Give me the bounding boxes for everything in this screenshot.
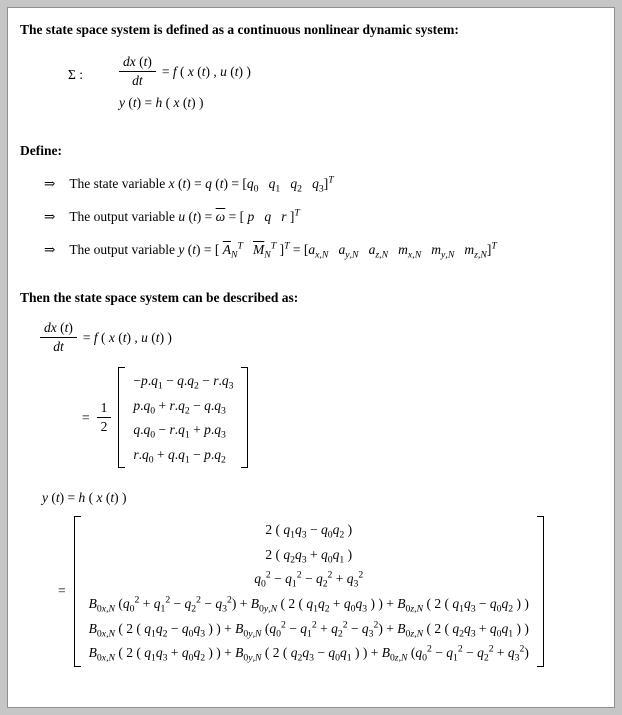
define-item-text: The output variable y (t) = [ $\overline{A}_N^T$ $\overline{M}_N^T$ ]$^T = [a_{x,N}$ $a_{y,N}$ $a_{z,N}$ $m_{x,N}$ $m_{y,N}$ $m_{z,N}]^T$ bbox=[69, 240, 497, 261]
document-page bbox=[7, 7, 615, 708]
matrix-row: $q.q_0 - r.q_1 + p.q_3$ bbox=[133, 422, 226, 441]
fraction-numerator: dx (t) bbox=[119, 54, 156, 72]
left-bracket bbox=[74, 516, 81, 666]
fraction-denominator: 2 bbox=[100, 419, 108, 435]
then-heading: Then the state space system can be described as: bbox=[20, 290, 299, 305]
matrix-row: $q_0^2 - q_1^2 - q_2^2 + q_3^2$ bbox=[254, 569, 364, 591]
matrix-body bbox=[81, 516, 537, 666]
define-item-output-variable bbox=[44, 240, 602, 261]
fraction-denominator: dt bbox=[132, 73, 143, 88]
matrix-row: $-p.q_1 - q.q_2 - r.q_3$ bbox=[133, 373, 234, 392]
define-heading: Define: bbox=[20, 143, 62, 158]
state-vector-matrix bbox=[118, 367, 248, 468]
state-space-system-definition bbox=[68, 54, 602, 111]
matrix-row: $r.q_0 + q.q_1 - p.q_2$ bbox=[133, 446, 226, 466]
right-bracket bbox=[241, 367, 248, 468]
dxdt-fraction bbox=[40, 320, 77, 355]
sigma-label: Σ : bbox=[68, 67, 83, 82]
matrix-row: $p.q_0 + r.q_2 - q.q_3$ bbox=[133, 397, 226, 417]
state-equation-rhs: = f ( x (t) , u (t) ) bbox=[161, 63, 251, 79]
matrix-body bbox=[125, 367, 241, 468]
right-bracket bbox=[537, 516, 544, 666]
state-matrix-equation bbox=[82, 367, 602, 468]
fraction-denominator: dt bbox=[53, 339, 64, 354]
system-equations bbox=[119, 54, 251, 111]
matrix-row: 2 ( $q_2q_3 + q_0q_1$ ) bbox=[265, 546, 353, 566]
matrix-row: $B_{0x,N}$ $(q_0^2 + q_1^2 - q_2^2 - q_3^2) + B_{0y,N}$ ( 2 ( $q_1q_2 + q_0q_3$ ) ) + $B_{0z,N}$ ( 2 ( $q_1q_3 - q_0q_2$ ) ) bbox=[88, 594, 529, 615]
dxdt-fraction bbox=[119, 54, 156, 89]
implies-arrow-icon: ⇒ bbox=[44, 176, 56, 191]
left-bracket bbox=[118, 367, 125, 468]
define-item-text: The output variable u $(t) = \overline{\omega}$ = [ p q r ]$^T$ bbox=[69, 207, 300, 224]
state-equation-restate bbox=[40, 320, 602, 355]
matrix-row: 2 ( $q_1q_3 - q_0q_2$ ) bbox=[265, 522, 353, 541]
output-equation-restate: y (t) = h ( x (t) ) bbox=[42, 490, 127, 506]
matrix-row: $B_{0x,N}$ ( 2 ( $q_1q_3 + q_0q_2$ ) ) + $B_{0y,N}$ ( 2 ( $q_2q_3 - q_0q_1$ ) ) + $B_{0z,N}$ $(q_0^2 - q_1^2 - q_2^2 + q_3^2)$ bbox=[88, 643, 529, 664]
fraction-numerator: 1 bbox=[97, 400, 112, 418]
state-equation-rhs: = f ( x (t) , u (t) ) bbox=[82, 329, 172, 345]
define-item-text: The state variable x (t) = q $(t) = [q_0$ $q_1$ $q_2$ $q_3]^T$ bbox=[69, 174, 334, 195]
equals-sign: = bbox=[82, 409, 90, 425]
output-vector-matrix bbox=[74, 516, 544, 666]
equals-sign: = bbox=[58, 583, 66, 599]
output-equation: y (t) = h ( x (t) ) bbox=[118, 95, 204, 110]
matrix-row: $B_{0x,N}$ ( 2 ( $q_1q_2 - q_0q_3$ ) ) + $B_{0y,N}$ $(q_0^2 - q_1^2 + q_2^2 - q_3^2) + B_{0z,N}$ ( 2 ( $q_2q_3 + q_0q_1$ ) ) bbox=[88, 619, 529, 640]
intro-heading: The state space system is defined as a continuous nonlinear dynamic system: bbox=[20, 22, 459, 37]
define-item-input-variable bbox=[44, 209, 602, 225]
state-derivative-equation bbox=[119, 54, 251, 89]
fraction-numerator: dx (t) bbox=[40, 320, 77, 338]
output-matrix-equation bbox=[58, 516, 602, 666]
define-item-state-variable bbox=[44, 174, 602, 195]
implies-arrow-icon: ⇒ bbox=[44, 242, 56, 257]
implies-arrow-icon: ⇒ bbox=[44, 209, 56, 224]
one-half-fraction bbox=[97, 400, 112, 435]
